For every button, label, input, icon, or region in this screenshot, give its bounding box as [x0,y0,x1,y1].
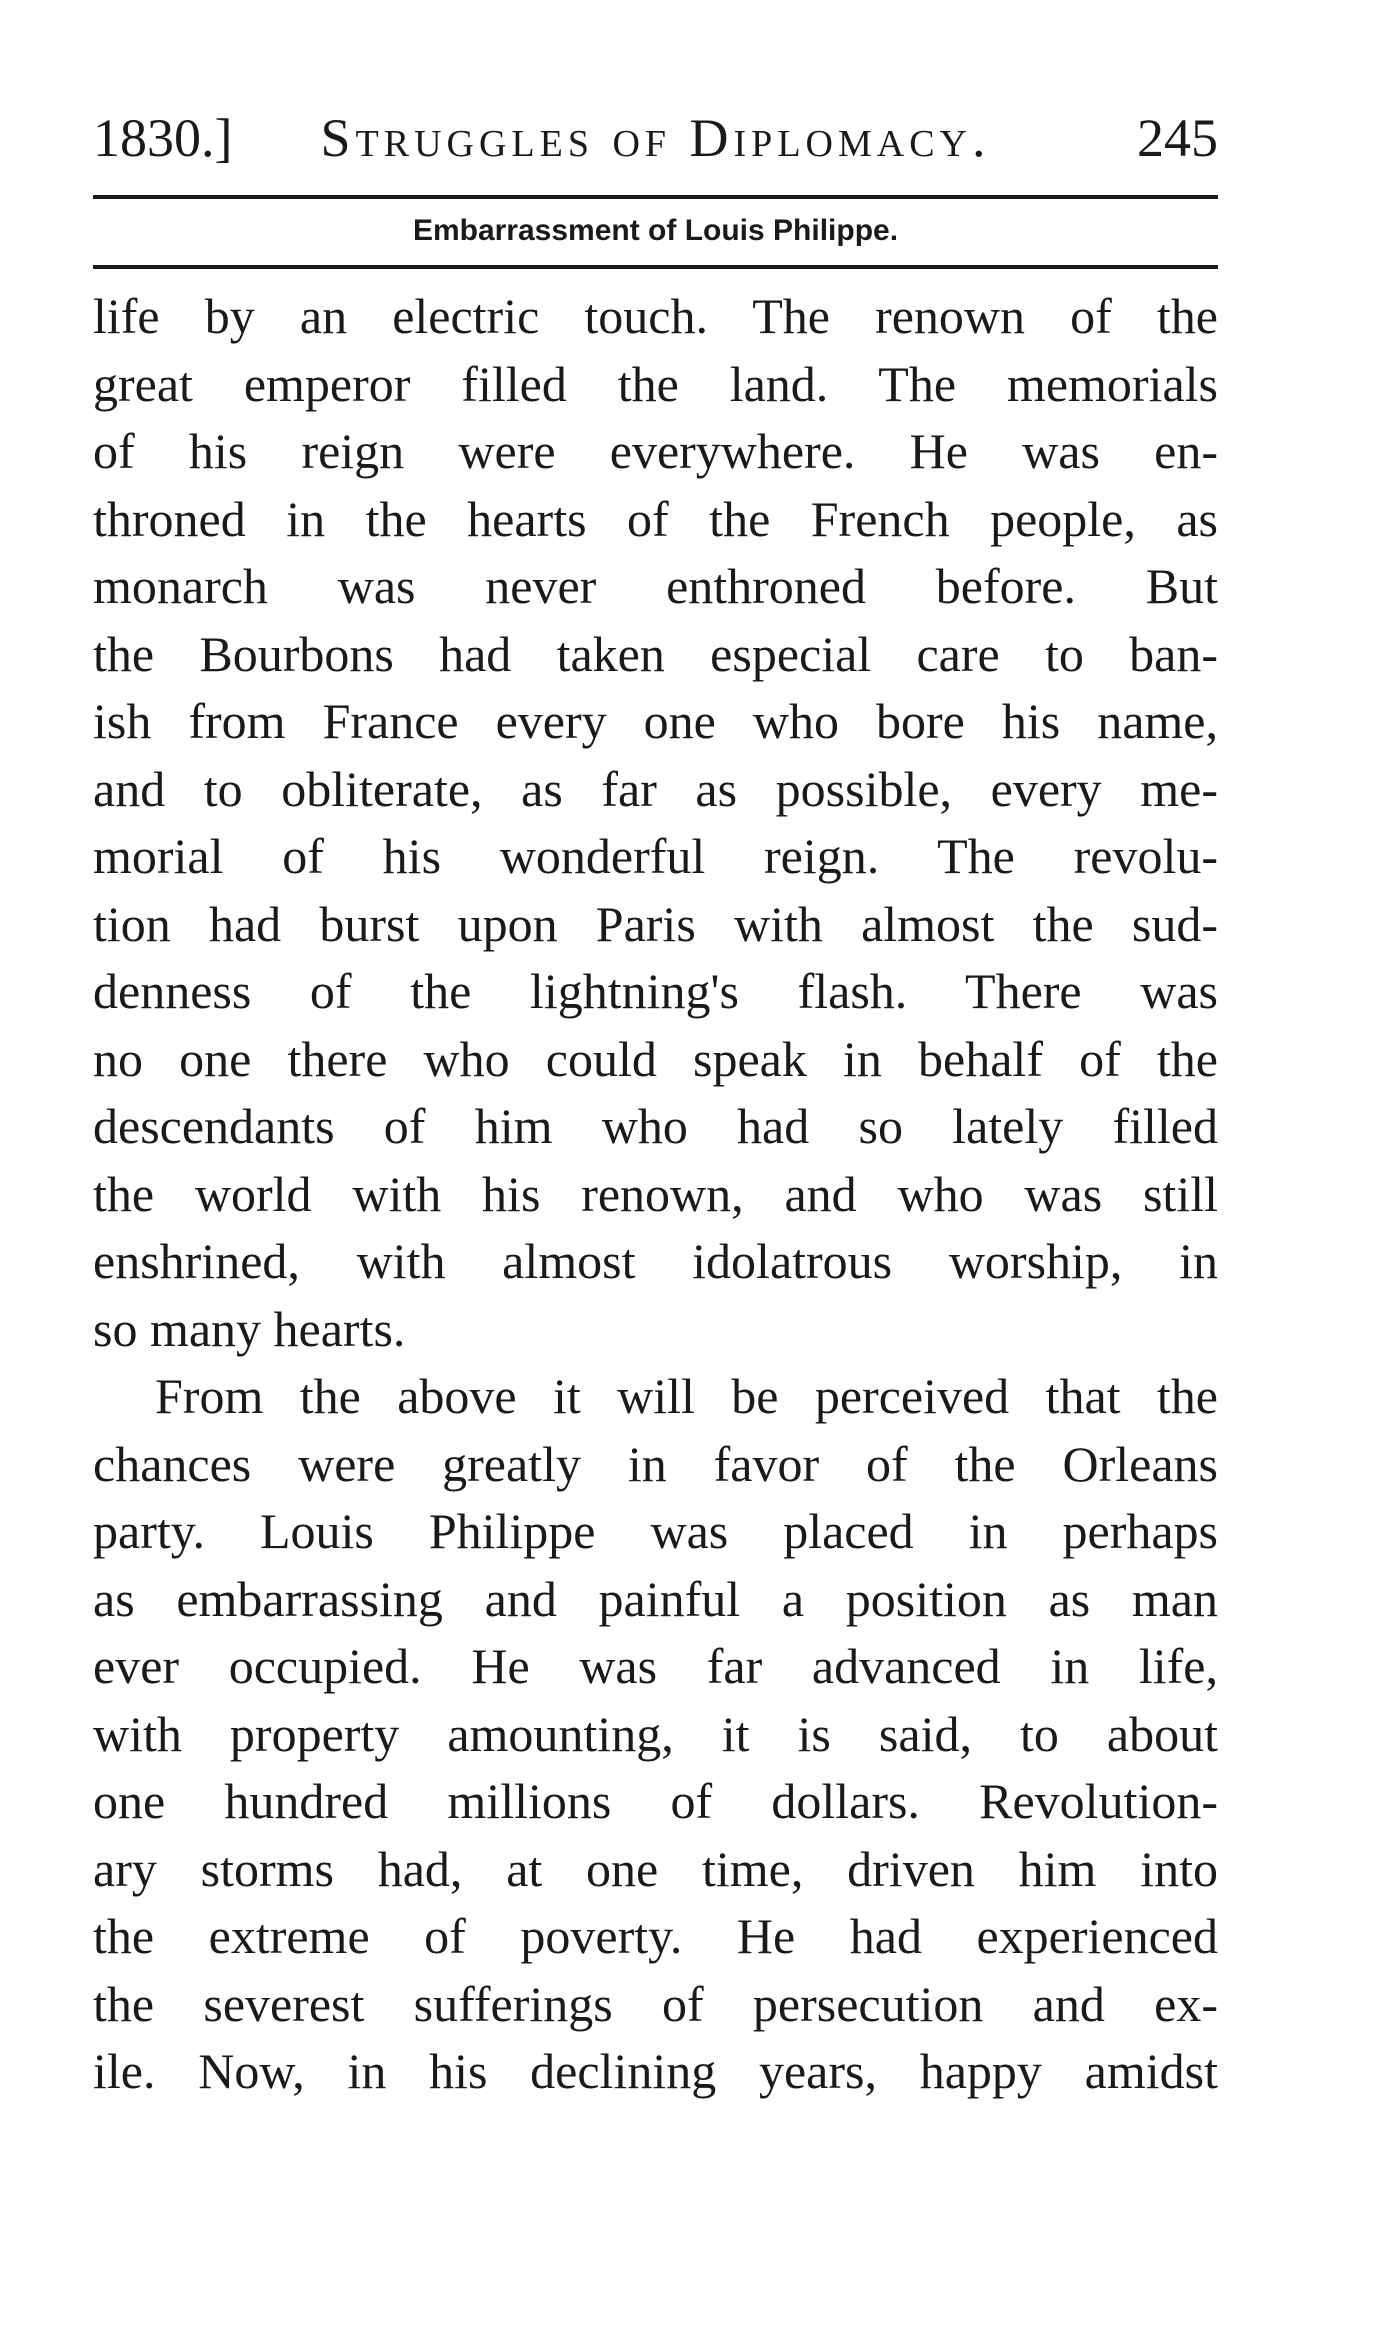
text-line: descendants of him who had so lately filled [93,1098,1218,1154]
text-line: the severest sufferings of persecution and ex- [93,1975,1218,2032]
text-line: morial of his wonderful reign. The revolu- [93,828,1218,884]
text-line: no one there who could speak in behalf of the [93,1030,1218,1087]
text-line: party. Louis Philippe was placed in perhaps [93,1503,1218,1559]
text-line: From the above it will be perceived that the [155,1368,1218,1424]
section-heading: Embarrassment of Louis Philippe. [412,214,899,247]
text-line: the extreme of poverty. He had experienced [93,1908,1218,1964]
text-line: monarch was never enthroned before. But [93,558,1218,614]
text-line: so many hearts. [93,1300,406,1357]
text-line: with property amounting, it is said, to about [93,1705,1218,1762]
text-line: one hundred millions of dollars. Revolution- [93,1773,1218,1829]
text-line: life by an electric touch. The renown of the [93,288,1218,344]
text-line: ish from France every one who bore his name, [93,693,1218,749]
text-line: tion had burst upon Paris with almost the sud- [93,895,1218,952]
running-title: Struggles of Diplomacy. [320,108,991,168]
text-line: and to obliterate, as far as possible, every me- [93,760,1218,817]
text-line: of his reign were everywhere. He was en- [93,423,1218,479]
body-text [93,283,1218,2106]
header-rule-bottom [93,265,1218,269]
text-line: great emperor filled the land. The memorials [93,355,1218,412]
header-rule-top [93,195,1218,199]
page-number: 245 [1137,108,1218,168]
text-line: ary storms had, at one time, driven him into [93,1840,1218,1897]
chapter-year: 1830.] [93,108,233,168]
text-line: throned in the hearts of the French people, as [93,490,1218,547]
text-line: the world with his renown, and who was still [93,1165,1218,1222]
text-line: ile. Now, in his declining years, happy amidst [93,2043,1218,2099]
text-line: denness of the lightning's flash. There was [93,963,1218,1019]
running-head [93,103,1218,173]
text-line: chances were greatly in favor of the Orleans [93,1435,1218,1492]
text-line: ever occupied. He was far advanced in life, [93,1638,1218,1694]
text-line: as embarrassing and painful a position as man [93,1570,1218,1627]
text-line: enshrined, with almost idolatrous worship, in [93,1233,1218,1289]
text-line: the Bourbons had taken especial care to ban- [93,625,1218,682]
